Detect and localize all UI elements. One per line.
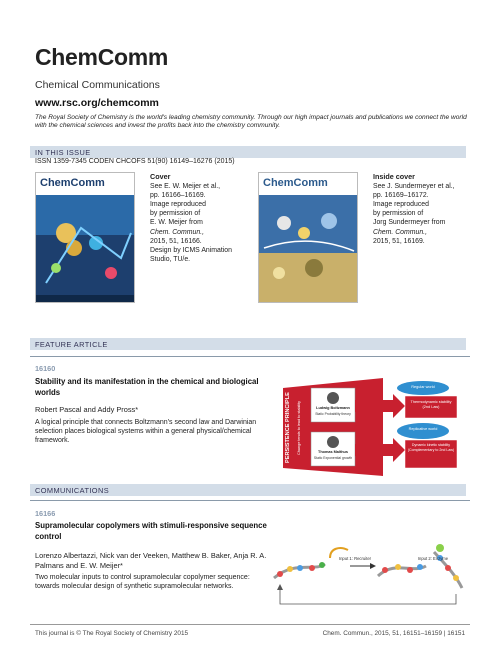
communication-graphic: [270, 538, 466, 610]
dynamic-kinetic-stability: Dynamic kinetic stability (Complementary to 2nd Law): [407, 443, 455, 452]
cover-caption: [150, 172, 240, 264]
journal-url[interactable]: www.rsc.org/chemcomm: [35, 97, 159, 109]
feature-article-label: FEATURE ARTICLE: [35, 340, 108, 349]
communication-abstract: Two molecular inputs to control supramolecular copolymer sequence: towards molecular design of synthetic supramolecular networks.: [35, 574, 250, 590]
inside-cover-line: See J. Sundermeyer et al.,: [373, 183, 455, 191]
replicative-world-bubble: Replicative world: [408, 427, 438, 431]
inside-cover-line: Image reproduced: [373, 201, 429, 209]
inside-cover-line: pp. 16169–16172.: [373, 192, 429, 200]
cover-line: E. W. Meijer from: [150, 219, 203, 227]
in-this-issue-bar: [30, 146, 466, 158]
in-this-issue-label: IN THIS ISSUE: [35, 148, 91, 157]
persistence-sublabel: Change tends to lead to stability: [297, 400, 301, 456]
communication-page-number: 16166: [35, 509, 56, 518]
communications-divider: [30, 500, 470, 501]
malthus-text: Static Exponential growth: [313, 456, 353, 460]
cover-line: See E. W. Meijer et al.,: [150, 183, 221, 191]
cover-line: Image reproduced: [150, 201, 206, 209]
cover-line: Design by ICMS Animation: [150, 246, 232, 254]
malthus-name: Thomas Malthus: [318, 450, 348, 454]
thermodynamic-stability: Thermodynamic stability (2nd Law): [410, 400, 452, 409]
inside-cover-line: Chem. Commun.,: [373, 228, 427, 236]
inside-cover-image[interactable]: [258, 172, 358, 303]
inside-cover-line: 2015, 51, 16169.: [373, 237, 425, 245]
inside-cover-line: Jorg Sundermeyer from: [373, 219, 446, 227]
feature-title[interactable]: Stability and its manifestation in the chemical and biological worlds: [35, 377, 259, 397]
feature-divider: [30, 356, 470, 357]
cover-mini-title: ChemComm: [40, 177, 105, 189]
feature-page-number: 16160: [35, 364, 56, 373]
inside-cover-line: by permission of: [373, 210, 424, 218]
cover-line: 2015, 51, 16166.: [150, 237, 202, 245]
inside-cover-illustration: [259, 173, 358, 303]
inside-cover-mini-title: ChemComm: [263, 177, 328, 189]
journal-title: ChemComm: [35, 44, 169, 70]
persistence-label: PERSISTENCE PRINCIPLE: [285, 392, 291, 464]
communications-label: COMMUNICATIONS: [35, 486, 110, 495]
footer-left: This journal is © The Royal Society of Chemistry 2015: [35, 630, 189, 637]
copolymer-diagram: [270, 538, 466, 610]
inside-cover-heading: Inside cover: [373, 172, 415, 181]
feature-authors: Robert Pascal and Addy Pross*: [35, 405, 139, 414]
feature-article-bar: [30, 338, 466, 350]
feature-graphic: [283, 378, 463, 476]
cover-image[interactable]: [35, 172, 135, 303]
input1-label: Input 1: Recruiter: [338, 556, 372, 561]
cover-line: Studio, TU/e.: [150, 255, 191, 263]
footer-right: Chem. Commun., 2015, 51, 16151–16159 | 16151: [322, 630, 465, 637]
regular-world-bubble: Regular world: [411, 385, 435, 389]
input2-label: Input 2: Enzyme: [417, 556, 449, 561]
inside-cover-caption: [373, 172, 463, 246]
communication-authors: Lorenzo Albertazzi, Nick van der Veeken, Matthew B. Baker, Anja R. A. Palmans and E. W. Meijer*: [35, 551, 267, 570]
cover-heading: Cover: [150, 172, 171, 181]
issn-line: ISSN 1359-7345 CODEN CHCOFS 51(90) 16149–16276 (2015): [35, 158, 235, 165]
boltzmann-text: Static Probability theory: [315, 412, 351, 416]
communication-title[interactable]: Supramolecular copolymers with stimuli-responsive sequence control: [35, 521, 267, 541]
cover-line: Chem. Commun.,: [150, 228, 204, 236]
cover-line: by permission of: [150, 210, 201, 218]
communications-bar: [30, 484, 466, 496]
boltzmann-name: Ludwig Boltzmann: [316, 406, 350, 410]
footer-rule: [30, 624, 470, 625]
rsc-blurb: The Royal Society of Chemistry is the world's leading chemistry community. Through our high impact journals and publications we connect the world with the chemical sciences and invest the profits back into the chemistry community.: [35, 114, 467, 130]
feature-abstract: A logical principle that connects Boltzmann's second law and Darwinian selection places biological systems within a general physical/chemical framework.: [35, 419, 257, 444]
cover-line: pp. 16166–16169.: [150, 192, 206, 200]
journal-subtitle: Chemical Communications: [35, 79, 160, 91]
cover-illustration: [36, 173, 135, 303]
